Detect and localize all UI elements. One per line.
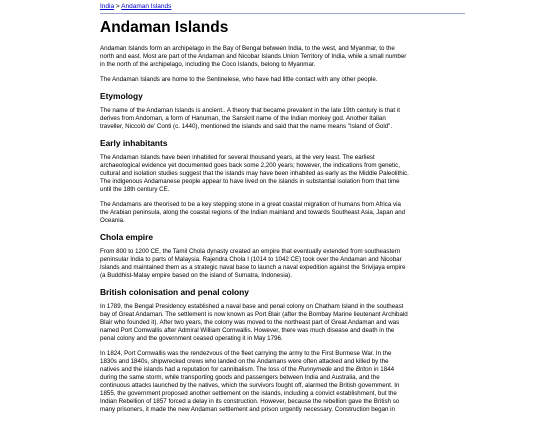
paragraph-line: until the 18th century CE. (100, 186, 170, 193)
paragraph-line: cultural and isolation studies suggest that the islands may have been inhabited as early as the Middle Paleolithic. (100, 170, 409, 177)
paragraph-line: Blair who founded it). After two years, the colony was moved to the northeast part of Great Andaman and was (100, 319, 400, 326)
paragraph-line: In 1824, Port Cornwallis was the rendezvous of the fleet carrying the army to the First Burmese War. In the (100, 350, 392, 357)
paragraph-line: named Port Cornwallis after Admiral William Cornwallis. However, there was much disease and death in the (100, 327, 395, 334)
paragraph-line: Oceania. (100, 217, 125, 224)
breadcrumb (100, 2, 465, 14)
section-heading: Early inhabitants (100, 138, 168, 148)
page-title: Andaman Islands (100, 19, 229, 36)
paragraph-line: The Andaman Islands are home to the Sentinelese, who have had little contact with any other people. (100, 76, 378, 83)
paragraph-line: continuous attacks launched by the natives, which the survivors fought off, alarmed the British government. In (100, 382, 400, 389)
paragraph-line: derives from Andoman, a form of Hanuman, the Sanskrit name of the Indian monkey god. Another Italian (100, 115, 386, 122)
section-heading: Etymology (100, 91, 143, 101)
paragraph-line: The Andaman Islands have been inhabited for several thousand years, at the very least. The earliest (100, 154, 375, 161)
paragraph-line: 1830s and 1840s, shipwrecked crews who landed on the Andamans were often attacked and killed by the (100, 358, 389, 365)
paragraph-line: The indigenous Andamanese people appear to have lived on the islands in substantial isolation from that time (100, 178, 400, 185)
paragraph-line: natives and the islands had a reputation for cannibalism. The loss of the Runnymede and the Briton in 1844 (100, 366, 395, 373)
paragraph-line: archaeological evidence yet documented goes back some 2,200 years; however, the indications from genetic, (100, 162, 400, 169)
intro-paragraph (100, 76, 465, 84)
article-sections (100, 91, 465, 414)
paragraph-line: (a Buddhist-Malay empire based on the island of Sumatra, Indonesia). (100, 272, 292, 279)
section-paragraph (100, 350, 465, 414)
section-heading: British colonisation and penal colony (100, 287, 249, 297)
paragraph-line: Islands and maintained them as a strategic naval base to launch a naval expedition against the Srivijaya empire (100, 264, 406, 271)
section-heading: Chola empire (100, 232, 154, 242)
section-paragraph (100, 201, 465, 225)
article (100, 0, 465, 421)
section-paragraph (100, 303, 465, 343)
breadcrumb-link-india[interactable]: India (100, 3, 115, 10)
paragraph-line: Indian Rebellion of 1857 forced a delay in its construction. However, because the rebellion gave the British so (100, 398, 400, 405)
paragraph-line: penal colony and the government ceased operating it in May 1796. (100, 335, 283, 342)
paragraph-line: Andaman Islands form an archipelago in the Bay of Bengal between India, to the west, and Myanmar, to the (100, 45, 395, 52)
paragraph-line: The Andamans are theorised to be a key stepping stone in a great coastal migration of humans from Africa via (100, 201, 401, 208)
paragraph-line: during the same storm, while transporting goods and passengers between India and Australia, and the (100, 374, 380, 381)
intro (100, 45, 465, 84)
paragraph-line: the Arabian peninsula, along the coastal regions of the Indian mainland and towards Southeast Asia, Japan and (100, 209, 406, 216)
paragraph-line: peninsular India to parts of Malaysia. Rajendra Chola I (1014 to 1042 CE) took over the Andaman and Nicobar (100, 256, 402, 263)
paragraph-line: 1855, the government proposed another settlement on the islands, including a convict establishment, but the (100, 390, 397, 397)
paragraph-line: The name of the Andaman Islands is ancient.. A theory that became prevalent in the late 19th century is that it (100, 107, 400, 114)
breadcrumb-link-current[interactable]: Andaman Islands (121, 3, 172, 10)
paragraph-line: From 800 to 1200 CE, the Tamil Chola dynasty created an empire that eventually extended from southeastern (100, 248, 401, 255)
paragraph-line: In 1789, the Bengal Presidency established a naval base and penal colony on Chatham Island in the southeast (100, 303, 404, 310)
paragraph-line: many prisoners, it made the new Andaman settlement and prison urgently necessary. Construction began in (100, 406, 395, 413)
section-paragraph (100, 154, 465, 194)
paragraph-line: in the north of the archipelago, including the Coco Islands, belong to Myanmar. (100, 61, 316, 68)
paragraph-line: traveller, Niccolò de' Conti (c. 1440), mentioned the islands and said that the name means "Island of Gold". (100, 123, 393, 130)
section-paragraph (100, 107, 465, 131)
intro-paragraph (100, 45, 465, 69)
paragraph-line: bay of Great Andaman. The settlement is now known as Port Blair (after the Bombay Marine lieutenant Archibald (100, 311, 408, 318)
section-paragraph (100, 248, 465, 280)
breadcrumb-separator: > (115, 3, 120, 10)
paragraph-line: north and east. Most are part of the Andaman and Nicobar Islands Union Territory of India, while a small number (100, 53, 407, 60)
